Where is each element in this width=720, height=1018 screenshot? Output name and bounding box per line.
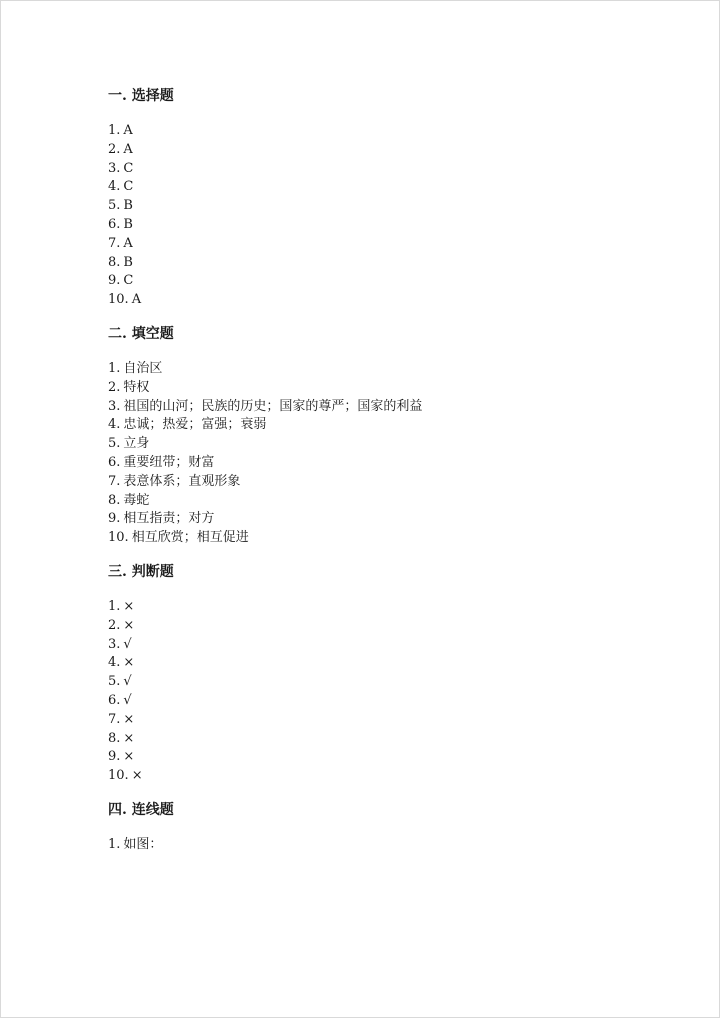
list-item	[108, 473, 668, 492]
item-number: 1.	[108, 836, 121, 852]
section-matching	[108, 800, 668, 855]
list-item	[108, 160, 668, 179]
item-answer: ×	[123, 749, 135, 765]
list-item	[108, 529, 668, 548]
item-number: 5.	[108, 436, 121, 452]
item-number: 4.	[108, 655, 121, 671]
list-item	[108, 435, 668, 454]
list-item	[108, 767, 668, 786]
item-number: 3.	[108, 160, 121, 176]
item-number: 4.	[108, 417, 121, 433]
item-number: 5.	[108, 198, 121, 214]
item-answer: A	[123, 123, 133, 138]
list-item	[108, 636, 668, 655]
list-item	[108, 692, 668, 711]
list-item	[108, 272, 668, 291]
section-title: 三. 判断题	[108, 563, 174, 580]
list-item	[108, 291, 668, 310]
item-answer: √	[123, 692, 132, 708]
item-answer: 自治区	[123, 360, 163, 376]
item-number: 6.	[108, 454, 121, 470]
item-number: 2.	[108, 379, 121, 395]
item-number: 10.	[108, 292, 129, 308]
item-answer: B	[123, 254, 133, 270]
item-number: 9.	[108, 749, 121, 765]
list-item	[108, 254, 668, 273]
list-item	[108, 598, 668, 617]
item-answer: 忠诚；热爱；富强；衰弱	[123, 417, 267, 433]
list-item	[108, 492, 668, 511]
item-number: 3.	[108, 398, 121, 414]
list-item	[108, 654, 668, 673]
item-number: 8.	[108, 254, 121, 270]
item-answer: ×	[131, 768, 143, 784]
item-answer: C	[123, 179, 134, 195]
answer-key-document	[108, 86, 668, 869]
list-item	[108, 673, 668, 692]
list-item	[108, 748, 668, 767]
item-answer: 祖国的山河；民族的历史；国家的尊严；国家的利益	[123, 398, 423, 414]
list-item	[108, 197, 668, 216]
list-item	[108, 454, 668, 473]
item-answer: ×	[123, 598, 135, 614]
item-number: 10.	[108, 530, 129, 546]
list-item	[108, 141, 668, 160]
item-number: 5.	[108, 674, 121, 690]
item-number: 9.	[108, 511, 121, 527]
list-item	[108, 711, 668, 730]
item-answer: ×	[123, 617, 135, 633]
item-answer: 如图：	[123, 836, 163, 852]
list-item	[108, 360, 668, 379]
item-answer: ×	[123, 711, 135, 727]
item-number: 6.	[108, 216, 121, 232]
item-answer: C	[123, 273, 134, 289]
item-answer: √	[123, 674, 132, 690]
answer-list	[108, 122, 668, 310]
list-item	[108, 416, 668, 435]
item-number: 7.	[108, 473, 121, 489]
item-answer: A	[123, 235, 133, 251]
item-answer: C	[123, 160, 134, 176]
item-number: 3.	[108, 636, 121, 652]
list-item	[108, 730, 668, 749]
list-item	[108, 178, 668, 197]
list-item	[108, 379, 668, 398]
answer-list	[108, 836, 668, 855]
list-item	[108, 836, 668, 855]
item-answer: A	[131, 292, 142, 308]
item-answer: 立身	[123, 436, 150, 452]
section-title: 二. 填空题	[108, 325, 174, 342]
item-number: 1.	[108, 123, 121, 138]
item-number: 1.	[108, 598, 121, 614]
list-item	[108, 235, 668, 254]
item-answer: 毒蛇	[123, 492, 150, 508]
item-number: 9.	[108, 273, 121, 289]
item-answer: B	[123, 216, 133, 232]
section-title: 一. 选择题	[108, 88, 174, 104]
answer-list	[108, 360, 668, 548]
item-answer: 相互欣赏；相互促进	[131, 530, 249, 546]
item-answer: 重要纽带；财富	[123, 454, 215, 470]
item-number: 2.	[108, 617, 121, 633]
item-number: 8.	[108, 730, 121, 746]
item-answer: 特权	[123, 379, 150, 395]
item-answer: 相互指责；对方	[123, 511, 215, 527]
item-number: 7.	[108, 711, 121, 727]
list-item	[108, 216, 668, 235]
list-item	[108, 122, 668, 141]
list-item	[108, 398, 668, 417]
item-answer: ×	[123, 655, 135, 671]
section-multiple-choice	[108, 86, 668, 310]
item-answer: √	[123, 636, 132, 652]
item-number: 7.	[108, 235, 121, 251]
item-answer: ×	[123, 730, 135, 746]
item-number: 10.	[108, 768, 129, 784]
answer-list	[108, 598, 668, 786]
item-answer: B	[123, 198, 133, 214]
item-answer: 表意体系；直观形象	[123, 473, 241, 489]
item-number: 6.	[108, 692, 121, 708]
item-answer: A	[123, 141, 133, 157]
item-number: 4.	[108, 179, 121, 195]
section-title: 四. 连线题	[108, 801, 174, 818]
list-item	[108, 617, 668, 636]
item-number: 8.	[108, 492, 121, 508]
list-item	[108, 510, 668, 529]
section-fill-in-blank	[108, 324, 668, 548]
item-number: 2.	[108, 141, 121, 157]
section-true-false	[108, 562, 668, 786]
item-number: 1.	[108, 360, 121, 376]
